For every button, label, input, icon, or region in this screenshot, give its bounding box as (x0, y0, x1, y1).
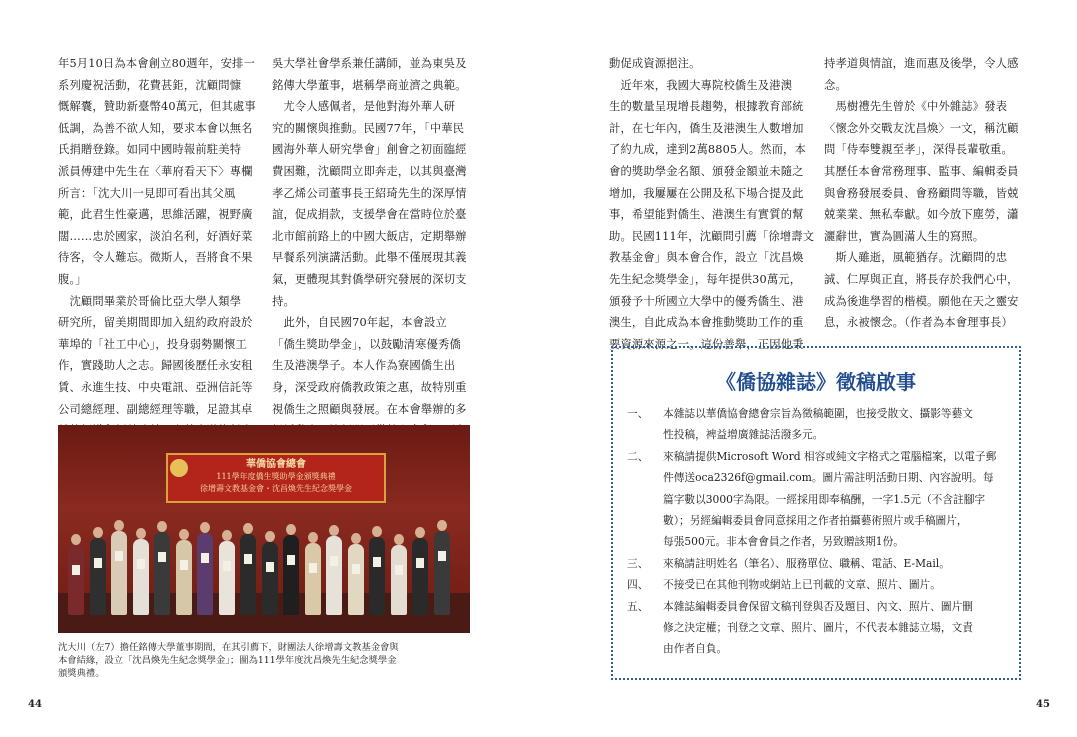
person-head (286, 524, 296, 535)
text-line: 氏捐贈登錄。如同中國時報前駐美特 (58, 143, 242, 157)
person-figure (68, 545, 84, 615)
person-head (351, 533, 361, 544)
notice-item-number: 二、 (627, 449, 649, 463)
banner-subtitle: 111學年度僑生獎助學金頒獎典禮 (216, 472, 336, 481)
person-figure (305, 543, 321, 615)
text-line: 馬樹禮先生曾於《中外雜誌》發表 (824, 100, 1008, 114)
notice-item (627, 446, 1017, 553)
person-head (415, 527, 425, 538)
association-emblem-icon (170, 459, 188, 477)
text-line: 早餐系列演講活動。此舉不僅展現其義 (272, 251, 467, 265)
text-line: 慨解囊，贊助新臺幣40萬元，但其處事 (58, 100, 256, 114)
certificate (438, 551, 446, 561)
person-head (437, 520, 447, 531)
text-line: 華埠的「社工中心」，投身弱勢關懷工 (58, 337, 247, 351)
article-column-1 (58, 53, 258, 442)
banner-caption: 徐增壽文教基金會・沈昌煥先生紀念獎學金 (200, 484, 352, 493)
certificate (180, 560, 188, 570)
text-line: 誠、仁厚與正直，將長存於我們心中， (824, 272, 1019, 286)
text-line: 動促成資源挹注。 (609, 57, 701, 70)
text-line: 教基金會」與本會合作，設立「沈昌煥 (609, 251, 804, 265)
text-line: 身，深受政府僑教政策之惠，故特別重 (272, 380, 467, 394)
certificate (309, 563, 317, 573)
text-line: 持孝道與情誼，進而惠及後學，令人感 (824, 57, 1019, 70)
text-line: 此外，自民國70年起，本會設立 (272, 316, 447, 330)
notice-item (627, 403, 1017, 446)
certificate (201, 553, 209, 563)
certificate (330, 556, 338, 566)
text-line: 尤令人感佩者，是他對海外華人研 (272, 100, 456, 114)
text-line: 北市館前路上的中國大飯店，定期舉辦 (272, 229, 467, 243)
text-line: 近年來，我國大專院校僑生及港澳 (609, 78, 793, 92)
text-line: 增加，我屢屢在公開及私下場合提及此 (609, 186, 804, 200)
person-figure (240, 534, 256, 615)
text-line: 助。民國111年，沈顧問引薦「徐增壽文 (609, 229, 815, 243)
certificate (115, 551, 123, 561)
text-line: 事，希望能對僑生、港澳生有實質的幫 (609, 208, 804, 222)
certificate (244, 554, 252, 564)
text-line: 作，實踐助人之志。歸國後歷任永安租 (58, 359, 253, 373)
notice-item-line: 性投稿，裨益增廣雜誌活潑多元。 (663, 428, 824, 442)
certificate (395, 565, 403, 575)
text-line: 先生紀念獎學金」，每年提供30萬元， (609, 272, 802, 286)
text-line: 沈顧問畢業於哥倫比亞大學人類學 (58, 294, 242, 308)
person-head (71, 534, 81, 545)
notice-item-line: 不接受已在其他刊物或網站上已刊載的文章、照片、圖片。 (663, 578, 941, 592)
text-line: 持。 (272, 294, 295, 308)
person-figure (326, 536, 342, 615)
notice-item-line: 件傳送oca2326f@gmail.com。圖片需註明活動日期、內容說明。每 (663, 471, 994, 485)
notice-item-line: 由作者自負。 (663, 642, 728, 656)
person-head (200, 522, 210, 533)
notice-item (627, 553, 1017, 574)
text-line: 公司總經理、副總經理等職，足證其卓 (58, 402, 253, 416)
person-figure (412, 538, 428, 615)
text-line: 孝乙烯公司董事長王紹琦先生的深厚情 (272, 186, 467, 200)
text-line: 頒發予十所國立大學中的優秀僑生、港 (609, 294, 804, 308)
certificate (266, 562, 274, 572)
person-head (157, 521, 167, 532)
call-for-papers-box (611, 346, 1021, 680)
text-line: 計，在七年內，僑生及港澳生人數增加 (609, 121, 804, 135)
certificate (158, 552, 166, 562)
page-number-left: 44 (28, 699, 42, 710)
text-line: 氣，更體現其對僑學研究發展的深切支 (272, 272, 467, 286)
text-line: 斯人雖逝，風範猶存。沈顧問的忠 (824, 251, 1008, 265)
text-line: 問「侍奉雙親至孝」，深得長輩敬重。 (824, 143, 1013, 157)
certificate (287, 555, 295, 565)
text-line: 視僑生之照顧與發展。在本會舉辦的多 (272, 402, 467, 416)
person-head (394, 534, 404, 545)
notice-item-line: 數）；另經編輯委員會同意採用之作者拍攝藝術照片或手稿圖片， (663, 514, 968, 528)
person-head (243, 523, 253, 534)
notice-item-line: 篇字數以3000字為限。一經採用即奉稿酬，一字1.5元（不含註腳字 (663, 492, 986, 506)
person-figure (262, 542, 278, 615)
award-ceremony-photo (58, 425, 470, 633)
person-figure (133, 539, 149, 615)
text-line: 國海外華人研究學會」創會之初面臨經 (272, 143, 467, 157)
text-line: 要資源來源之一。這份善舉，正因他秉 (609, 337, 804, 351)
person-figure (369, 537, 385, 615)
ceremony-banner (166, 453, 386, 503)
person-figure (176, 540, 192, 615)
caption-line: 本會結緣，設立「沈昌煥先生紀念獎學金」；圖為111學年度沈昌煥先生紀念獎學金 (58, 655, 397, 666)
text-line: 念。 (824, 78, 847, 92)
text-line: 闊……忠於國家，淡泊名利，好酒好菜 (58, 229, 253, 243)
person-head (265, 531, 275, 542)
text-line: 生的數量呈現增長趨勢，根據教育部統 (609, 100, 804, 114)
text-line: 與會務發展委員、會務顧問等職，皆兢 (824, 186, 1019, 200)
certificate (94, 558, 102, 568)
text-line: 腹。」 (58, 272, 87, 286)
notice-item-line: 來稿請註明姓名（筆名）、服務單位、職稱、電話、E-Mail。 (663, 556, 950, 570)
notice-item-number: 三、 (627, 556, 649, 570)
person-figure (90, 538, 106, 615)
certificate (352, 564, 360, 574)
person-figure (434, 531, 450, 615)
text-line: 兢業業、無私奉獻。如今放下塵勞，瀟 (824, 208, 1019, 222)
notice-item-number: 四、 (627, 578, 649, 592)
caption-line: 沈大川（左7）擔任銘傳大學董事期間，在其引薦下，財團法人徐增壽文教基金會與 (58, 642, 399, 653)
notice-title: 《僑協雜誌》徵稿啟事 (716, 370, 916, 394)
text-line: 息，永被懷念。（作者為本會理事長） (824, 316, 1013, 330)
person-head (179, 529, 189, 540)
text-line: 誼，促成捐款，支援學會在當時位於臺 (272, 208, 467, 222)
notice-item (627, 596, 1017, 660)
text-line: 會的獎助學金名額、頒發金額並未隨之 (609, 164, 804, 178)
notice-item-line: 修之決定權；刊登之文章、照片、圖片，不代表本雜誌立場，文責 (663, 621, 973, 635)
person-head (93, 527, 103, 538)
text-line: 生及港澳學子。本人作為寮國僑生出 (272, 359, 456, 373)
text-line: 待客，令人難忘。微斯人，吾將食不果 (58, 251, 253, 265)
person-head (222, 530, 232, 541)
certificate (72, 565, 80, 575)
person-head (329, 525, 339, 536)
certificate (137, 559, 145, 569)
photo-caption (58, 641, 470, 680)
notice-item (627, 574, 1017, 595)
text-line: 其歷任本會常務理事、監事、編輯委員 (824, 164, 1019, 178)
text-line: 銘傳大學董事，堪稱學商並濟之典範。 (272, 78, 467, 92)
notice-item-line: 本雜誌以華僑協會總會宗旨為徵稿範圍，也接受散文、攝影等藝文 (663, 407, 973, 420)
person-head (114, 520, 124, 531)
text-line: 成為後進學習的楷模。願他在天之靈安 (824, 294, 1019, 308)
notice-item-number: 五、 (627, 599, 649, 613)
text-line: 了約九成，達到2萬8805人。然而，本 (609, 143, 806, 157)
person-head (136, 528, 146, 539)
text-line: 究的關懷與推動。民國77年，「中華民 (272, 121, 465, 135)
certificate (373, 557, 381, 567)
page-number-right: 45 (1036, 699, 1050, 710)
person-figure (219, 541, 235, 615)
person-figure (197, 533, 213, 615)
text-line: 派員傅建中先生在〈華府看天下〉專欄 (58, 164, 253, 178)
text-line: 費困難，沈顧問立即奔走，以其與臺灣 (272, 164, 467, 178)
article-column-2 (272, 53, 472, 442)
person-figure (391, 545, 407, 615)
text-line: 澳生，自此成為本會推動獎助工作的重 (609, 316, 804, 330)
text-line: 〈懷念外交戰友沈昌煥〉一文，稱沈顧 (824, 121, 1019, 135)
text-line: 「僑生獎助學金」，以鼓勵清寒優秀僑 (272, 337, 461, 351)
notice-list (627, 403, 1017, 660)
text-line: 吳大學社會學系兼任講師，並為東吳及 (272, 57, 467, 70)
text-line: 灑辭世，實為圓滿人生的寫照。 (824, 229, 985, 243)
notice-item-line: 來稿請提供Microsoft Word 相容或純文字格式之電腦檔案，以電子郵 (663, 449, 997, 463)
banner-title: 華僑協會總會 (246, 459, 306, 470)
text-line: 賃、永進生技、中央電訊、亞洲信託等 (58, 380, 253, 394)
certificate (223, 561, 231, 571)
person-figure (283, 535, 299, 615)
notice-item-line: 本雜誌編輯委員會保留文稿刊登與否及題目、內文、照片、圖片刪 (663, 599, 973, 613)
notice-item-number: 一、 (627, 407, 649, 420)
text-line: 低調，為善不欲人知，要求本會以無名 (58, 121, 253, 135)
notice-item-line: 每張500元。非本會會員之作者，另致贈該期1份。 (663, 535, 904, 549)
article-column-4 (824, 53, 1024, 334)
certificate (416, 558, 424, 568)
article-column-3 (609, 53, 815, 355)
caption-line: 頒獎典禮。 (58, 668, 105, 679)
text-line: 研究所，留美期間即加入紐約政府設於 (58, 316, 253, 330)
person-head (372, 526, 382, 537)
person-figure (111, 531, 127, 615)
text-line: 所言：「沈大川一見即可看出其父風 (58, 186, 236, 200)
text-line: 系列慶祝活動，花費甚鉅，沈顧問慷 (58, 78, 242, 92)
person-figure (154, 532, 170, 615)
text-line: 範，此君生性豪邁，思維活躍，視野廣 (58, 208, 253, 222)
text-line: 年5月10日為本會創立80週年，安排一 (58, 57, 255, 70)
person-figure (348, 544, 364, 615)
person-head (308, 532, 318, 543)
